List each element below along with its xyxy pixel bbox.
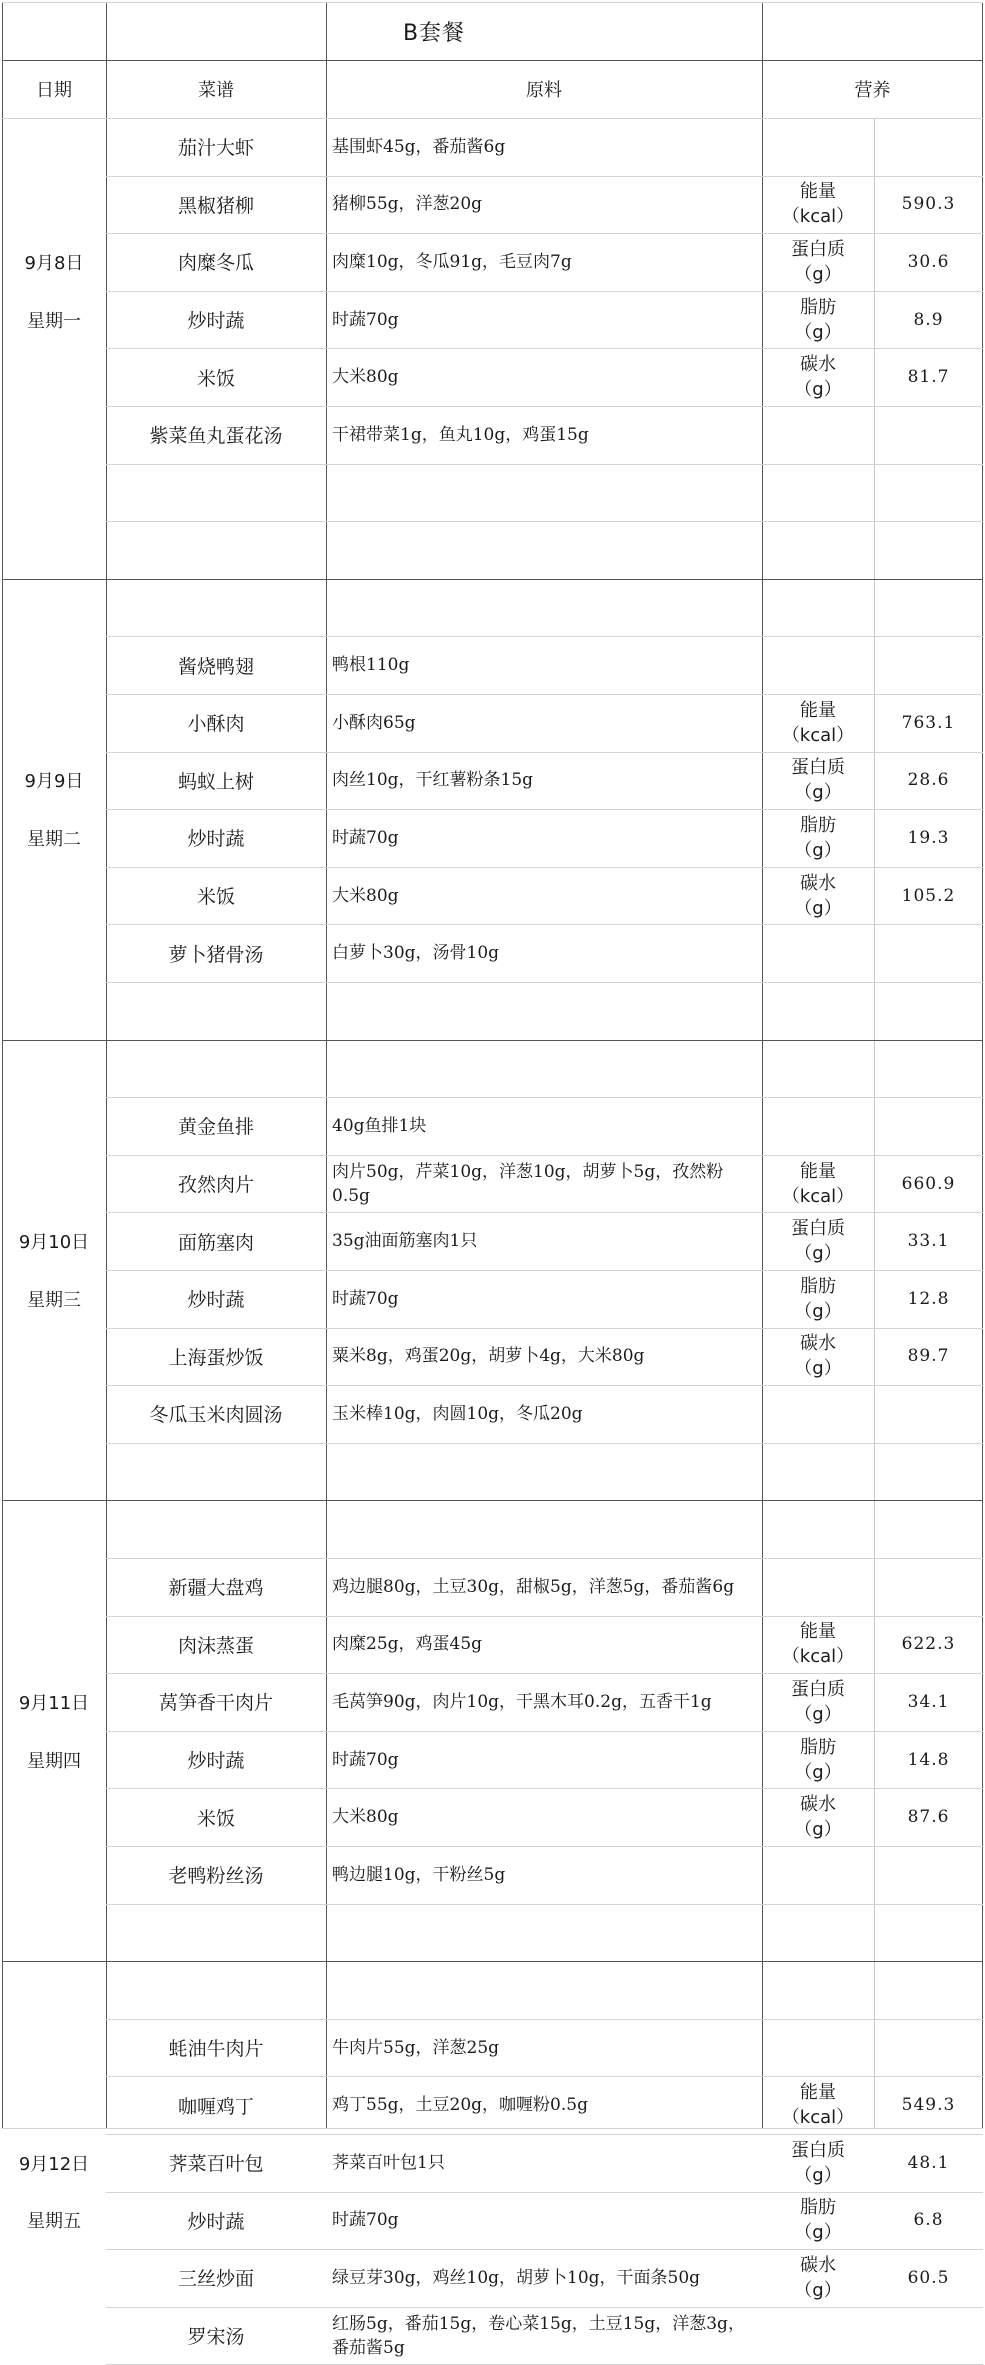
row-divider [2,1040,106,1041]
nutrition-value: 60.5 [907,2267,950,2288]
dish-name: 米饭 [196,367,235,390]
dish-ingredients: 肉丝10g，干红薯粉条15g [332,770,534,791]
dish-ingredients: 大米80g [332,885,399,906]
dish-ingredients: 35g油面筋塞肉1只 [332,1231,478,1252]
nutrition-value: 105.2 [901,885,956,906]
nutrition-unit: （kcal） [781,1646,855,1668]
nutrition-name: 能量 [800,1160,836,1182]
dish-ingredients: 时蔬70g [332,2210,399,2231]
row-divider [2,1961,106,1962]
nutrition-unit: （g） [794,897,842,919]
row-divider [106,1961,983,1962]
dish-name: 炒时蔬 [187,828,245,851]
nutrition-value: 48.1 [907,2152,950,2173]
nutrition-name: 脂肪 [800,1275,836,1297]
day-weekday: 星期三 [27,1289,81,1311]
nutrition-label [762,1673,874,1731]
row-divider [106,1443,983,1444]
day-date: 9月8日 [24,252,84,274]
nutrition-value: 33.1 [907,1231,950,1252]
nutrition-value: 34.1 [907,1691,950,1712]
nutrition-name: 碳水 [800,872,836,894]
nutrition-unit: （g） [794,839,842,861]
nutrition-value: 89.7 [907,1346,950,1367]
nutrition-label [762,233,874,291]
dish-ingredients: 玉米棒10g，肉圆10g，冬瓜20g [332,1403,583,1424]
nutrition-name: 脂肪 [800,1736,836,1758]
nutrition-name: 能量 [800,2082,836,2104]
nutrition-unit: （g） [794,1703,842,1725]
dish-name: 米饭 [196,886,235,909]
nutrition-name: 能量 [800,181,836,203]
nutrition-name: 碳水 [800,1333,836,1355]
nutrition-unit: （g） [794,782,842,804]
dish-ingredients: 荠菜百叶包1只 [332,2152,445,2173]
dish-name: 罗宋汤 [187,2326,245,2349]
day-date: 9月9日 [24,771,84,793]
dish-ingredients: 鸡丁55g，土豆20g，咖喱粉0.5g [332,2095,588,2116]
nutrition-name: 蛋白质 [791,1218,845,1240]
nutrition-label [762,752,874,810]
nutrition-unit: （g） [794,2279,842,2301]
dish-ingredients: 白萝卜30g，汤骨10g [332,943,500,964]
dish-name: 上海蛋炒饭 [168,1346,264,1369]
row-divider [2,60,983,61]
dish-name: 孜然肉片 [177,1174,254,1197]
dish-ingredients: 小酥肉65g [332,712,416,733]
dish-ingredients: 40g鱼排1块 [332,1115,427,1136]
dish-name: 萝卜猪骨汤 [168,943,264,966]
nutrition-label [762,867,874,925]
dish-name: 荠菜百叶包 [168,2153,264,2176]
nutrition-label [762,1212,874,1270]
dish-ingredients: 绿豆芽30g，鸡丝10g，胡萝卜10g，干面条50g [332,2267,701,2288]
nutrition-unit: （g） [794,1300,842,1322]
nutrition-unit: （kcal） [781,1185,855,1207]
dish-ingredients: 大米80g [332,367,399,388]
nutrition-value: 12.8 [907,1288,950,1309]
nutrition-label [762,2192,874,2250]
nutrition-unit: （g） [794,379,842,401]
nutrition-unit: （g） [794,263,842,285]
nutrition-label [762,2249,874,2307]
nutrition-value: 30.6 [907,251,950,272]
nutrition-name: 碳水 [800,1794,836,1816]
dish-name: 黄金鱼排 [177,1116,254,1139]
dish-name: 炒时蔬 [187,310,245,333]
nutrition-value: 549.3 [901,2095,956,2116]
nutrition-value: 19.3 [907,827,950,848]
row-divider [106,521,983,522]
dish-name: 炒时蔬 [187,2210,245,2233]
nutrition-value: 28.6 [907,770,950,791]
dish-name: 肉沫蒸蛋 [177,1634,254,1657]
nutrition-label [762,291,874,349]
page-title: B套餐 [402,20,466,46]
nutrition-unit: （kcal） [781,206,855,228]
nutrition-value: 590.3 [901,194,956,215]
dish-ingredients: 猪柳55g，洋葱20g [332,194,483,215]
dish-name: 小酥肉 [187,713,245,736]
nutrition-name: 脂肪 [800,2197,836,2219]
dish-name: 咖喱鸡丁 [177,2095,254,2118]
dish-ingredients: 时蔬70g [332,827,399,848]
nutrition-label [762,348,874,406]
row-divider [2,579,106,580]
nutrition-unit: （g） [794,321,842,343]
nutrition-label [762,1155,874,1213]
row-divider [106,1040,983,1041]
dish-name: 紫菜鱼丸蛋花汤 [149,425,283,448]
dish-name: 酱烧鸭翅 [177,655,254,678]
dish-name: 炒时蔬 [187,1289,245,1312]
dish-name: 炒时蔬 [187,1750,245,1773]
menu-sheet [2,2,983,2358]
header-nutrition: 营养 [854,80,891,101]
dish-ingredients: 基围虾45g，番茄酱6g [332,136,506,157]
day-weekday: 星期二 [27,828,81,850]
nutrition-value: 6.8 [913,2210,944,2231]
nutrition-name: 能量 [800,1621,836,1643]
nutrition-label [762,1788,874,1846]
row-divider [2,2,983,3]
nutrition-label [762,2076,874,2134]
nutrition-label [762,1616,874,1674]
nutrition-name: 蛋白质 [791,1678,845,1700]
day-date: 9月10日 [18,1232,90,1254]
nutrition-name: 蛋白质 [791,2139,845,2161]
dish-ingredients: 毛莴笋90g，肉片10g，干黑木耳0.2g，五香干1g [332,1691,712,1712]
nutrition-value: 622.3 [901,1634,956,1655]
dish-ingredients: 干裙带菜1g，鱼丸10g，鸡蛋15g [332,424,589,445]
day-weekday: 星期五 [27,2211,81,2233]
nutrition-name: 脂肪 [800,296,836,318]
dish-name: 面筋塞肉 [177,1231,254,1254]
header-date: 日期 [36,80,72,101]
nutrition-unit: （g） [794,1819,842,1841]
dish-ingredients: 时蔬70g [332,1749,399,1770]
dish-name: 莴笋香干肉片 [158,1692,273,1715]
nutrition-name: 能量 [800,699,836,721]
header-ingredients: 原料 [526,80,562,101]
dish-ingredients: 鸭根110g [332,655,410,676]
nutrition-name: 脂肪 [800,814,836,836]
day-weekday: 星期四 [27,1750,81,1772]
nutrition-name: 碳水 [800,2254,836,2276]
nutrition-label [762,1270,874,1328]
nutrition-unit: （g） [794,2222,842,2244]
nutrition-unit: （g） [794,1358,842,1380]
dish-name: 三丝炒面 [177,2268,254,2291]
dish-name: 茄汁大虾 [177,137,254,160]
dish-name: 蚂蚁上树 [177,770,254,793]
row-divider [106,982,983,983]
dish-ingredients: 肉糜25g，鸡蛋45g [332,1634,483,1655]
dish-name: 黑椒猪柳 [177,194,254,217]
nutrition-label [762,176,874,234]
row-divider [106,579,983,580]
nutrition-unit: （kcal） [781,2107,855,2129]
day-date: 9月11日 [18,1692,90,1714]
nutrition-unit: （kcal） [781,724,855,746]
day-date: 9月12日 [18,2153,90,2175]
nutrition-label [762,2134,874,2192]
dish-ingredients: 肉糜10g，冬瓜91g，毛豆肉7g [332,251,572,272]
dish-name: 米饭 [196,1807,235,1830]
header-menu: 菜谱 [198,80,234,101]
nutrition-value: 14.8 [907,1749,950,1770]
nutrition-label [762,694,874,752]
dish-ingredients: 肉片50g，芹菜10g，洋葱10g，胡萝卜5g，孜然粉0.5g [332,1161,724,1206]
nutrition-name: 蛋白质 [791,757,845,779]
nutrition-name: 碳水 [800,354,836,376]
dish-name: 老鸭粉丝汤 [168,1865,264,1888]
dish-ingredients: 时蔬70g [332,1288,399,1309]
nutrition-value: 660.9 [901,1173,956,1194]
nutrition-name: 蛋白质 [791,238,845,260]
nutrition-value: 81.7 [907,367,950,388]
dish-name: 冬瓜玉米肉圆汤 [149,1404,283,1427]
row-divider [2,1500,106,1501]
nutrition-value: 87.6 [907,1807,950,1828]
dish-ingredients: 大米80g [332,1807,399,1828]
nutrition-unit: （g） [794,1243,842,1265]
nutrition-label [762,1328,874,1386]
dish-ingredients: 牛肉片55g，洋葱25g [332,2037,500,2058]
dish-ingredients: 鸡边腿80g，土豆30g，甜椒5g，洋葱5g，番茄酱6g [332,1576,735,1597]
nutrition-label [762,1731,874,1789]
nutrition-value: 8.9 [913,309,944,330]
nutrition-label [762,809,874,867]
dish-ingredients: 粟米8g，鸡蛋20g，胡萝卜4g，大米80g [332,1346,645,1367]
nutrition-unit: （g） [794,2164,842,2186]
row-divider [106,464,983,465]
row-divider [106,1500,983,1501]
nutrition-value: 763.1 [901,712,956,733]
day-weekday: 星期一 [27,310,81,332]
row-divider [106,1904,983,1905]
dish-name: 肉糜冬瓜 [177,252,254,275]
dish-ingredients: 鸭边腿10g，干粉丝5g [332,1864,506,1885]
dish-name: 新疆大盘鸡 [168,1577,264,1600]
dish-name: 蚝油牛肉片 [168,2038,264,2061]
nutrition-unit: （g） [794,1761,842,1783]
dish-ingredients: 红肠5g，番茄15g，卷心菜15g，土豆15g，洋葱3g，番茄酱5g [332,2313,745,2358]
dish-ingredients: 时蔬70g [332,309,399,330]
